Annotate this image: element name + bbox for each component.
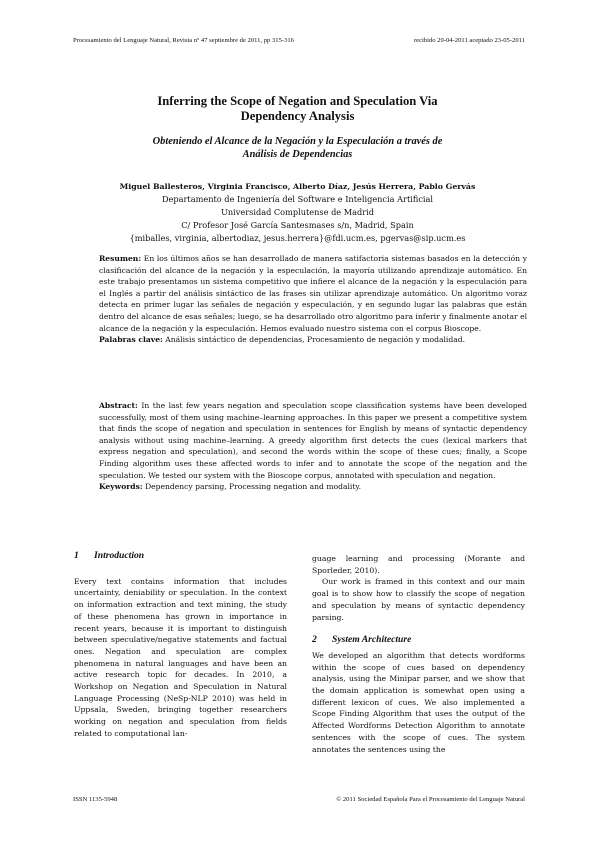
author-emails: {miballes, virginia, albertodiaz, jesus.herrera}@fdi.ucm.es, pgervas@sip.ucm.es: [129, 233, 466, 243]
abstract-text: In the last few years negation and speculation scope classification systems have been developed successfully, most of them using machine–learning approaches. In this paper we present a competitive system that finds the scope of negation and speculation in sentences for English by means of syntactic dependency analysis without using machine–learning. A greedy algorithm first detects the cues (lexical markers that express negation and speculation), and second the words within the scope of these cues; finally, a Scope Finding algorithm uses these affected words to infer and to annotate the scope of the negation and the speculation. We tested our system with the Bioscope corpus, annotated with speculation and negation.: [99, 401, 527, 480]
author-address: C/ Profesor José García Santesmases s/n, Madrid, Spain: [181, 220, 414, 230]
section-number: 1: [74, 550, 79, 561]
title-line-2: Dependency Analysis: [240, 109, 355, 123]
framing-paragraph: Our work is framed in this context and our main goal is to show how to classify the scope of negation and speculation by means of syntactic dependency parsing.: [312, 577, 525, 622]
subtitle-line-2: Análisis de Dependencias: [242, 149, 353, 160]
running-header: [73, 37, 525, 44]
author-block: [60, 180, 535, 245]
abstract-block: [99, 400, 527, 493]
page-footer: [73, 796, 525, 803]
section-number: 2: [312, 634, 317, 646]
palabras-clave-text: Análisis sintáctico de dependencias, Procesamiento de negación y modalidad.: [165, 335, 466, 345]
keywords-label: Keywords:: [99, 482, 143, 492]
paper-subtitle: [70, 135, 525, 161]
author-department: Departamento de Ingeniería del Software e Inteligencia Artificial: [161, 194, 434, 204]
author-names: Miguel Ballesteros, Virginia Francisco, Alberto Díaz, Jesús Herrera, Pablo Gervás: [119, 182, 476, 191]
resumen-block: [99, 253, 527, 346]
issn: ISSN 1135-5948: [73, 796, 118, 803]
architecture-paragraph: We developed an algorithm that detects wordforms within the scope of cues based on dependency analysis, using the Minipar parser, and we show that the domain application is somewhat open using a different lexicon of cues. We also implemented a Scope Finding Algorithm that uses the output of the Affected Wordforms Detection Algorithm to annotate sentences with the scope of cues. The system annotates the sentences using the: [312, 650, 525, 754]
section-title: System Architecture: [332, 634, 412, 646]
resumen-label: Resumen:: [99, 254, 142, 263]
section-title: Introduction: [94, 550, 145, 561]
journal-info: Procesamiento del Lenguaje Natural, Revista nº 47 septiembre de 2011, pp 315-316: [73, 37, 294, 44]
title-line-1: Inferring the Scope of Negation and Speculation Via: [157, 94, 438, 108]
received-dates: recibido 29-04-2011 aceptado 23-05-2011: [413, 37, 525, 44]
left-column: [74, 550, 287, 740]
copyright: © 2011 Sociedad Española Para el Procesamiento del Lenguaje Natural: [336, 796, 525, 803]
author-university: Universidad Complutense de Madrid: [220, 207, 375, 217]
keywords-text: Dependency parsing, Processing negation and modality.: [145, 482, 362, 492]
palabras-clave-label: Palabras clave:: [99, 335, 163, 345]
abstract-label: Abstract:: [99, 401, 138, 410]
paper-title: [60, 94, 535, 124]
introduction-paragraph: Every text contains information that includes uncertainty, deniability or speculation. In the context on information extraction and text mining, the study of these phenomena has grown in importance in recent years, because it is important to distinguish between speculative/negative statements and factual ones. Negation and speculation are complex phenomena in natural languages and have been an active research topic for decades. In 2010, a Workshop on Negation and Speculation in Natural Language Processing (NeSp-NLP 2010) was held in Uppsala, Sweden, bringing together researchers working on negation and speculation from fields related to computational lan-: [74, 576, 287, 738]
section-heading-architecture: [312, 634, 525, 646]
continuation-paragraph: guage learning and processing (Morante and Sporleder, 2010).: [312, 554, 525, 575]
resumen-text: En los últimos años se han desarrollado de manera satifactoria sistemas basados en la detección y clasificación del alcance de la negación y la especulación, la mayoría utilizando aprendizaje automático. En este trabajo presentamos un sistema competitivo que infiere el alcance de la negación y la especulación para el Inglés a partir del análisis sintáctico de las frases sin utilizar aprendizaje automático. Un algoritmo voraz detecta en primer lugar las señales de negación y especulación, y en segundo lugar las palabras que están dentro del alcance de esas señales; luego, se ha desarrollado otro algoritmo para inferir y finalmente anotar el alcance de la negación y la especulación. Hemos evaluado nuestro sistema con el corpus Bioscope.: [99, 254, 527, 333]
subtitle-line-1: Obteniendo el Alcance de la Negación y la Especulación a través de: [152, 136, 443, 147]
right-column: [312, 553, 525, 755]
section-heading-introduction: [74, 550, 287, 562]
